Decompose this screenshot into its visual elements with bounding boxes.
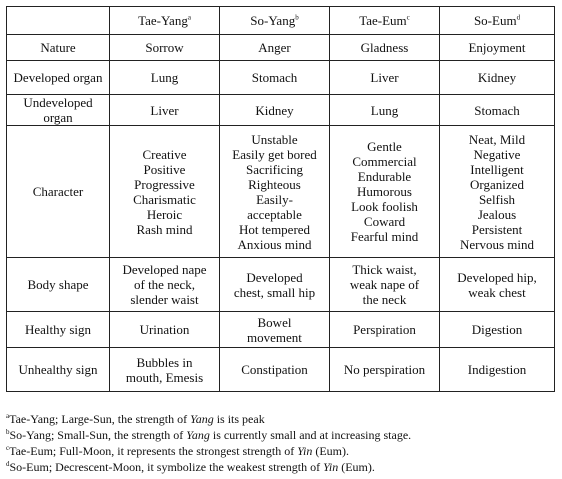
cell-line: Organized: [470, 176, 524, 192]
row-label: [7, 95, 110, 126]
cell-line: Endurable: [357, 169, 412, 184]
header-tae-yang: [110, 7, 220, 35]
cell-tae-eum: [330, 61, 440, 95]
cell-line: Easily get bored: [232, 146, 317, 162]
row-label-text: Healthy sign: [24, 322, 92, 337]
footnote-text: is currently small and at increasing stage.: [209, 428, 412, 442]
cell-so-yang: [220, 312, 330, 348]
cell-line: Humorous: [357, 184, 412, 199]
cell-line: Unstable: [251, 131, 298, 147]
cell-tae-eum: [330, 348, 440, 392]
footnote-a: [6, 411, 556, 427]
cell-line: Sacrificing: [245, 161, 304, 177]
row-label: [7, 61, 110, 95]
table-row: [7, 95, 555, 126]
cell-line: weak nape of: [349, 277, 420, 292]
header-so-yang: [220, 7, 330, 35]
footnotes: [6, 411, 556, 475]
footnote-mark: c: [406, 13, 410, 22]
cell-so-eum: [440, 61, 555, 95]
cell-line: Negative: [473, 146, 521, 162]
table-row: [7, 312, 555, 348]
cell-so-eum: [440, 348, 555, 392]
cell-line: Kidney: [477, 70, 517, 85]
cell-line: Jealous: [477, 206, 517, 222]
table-row: [7, 258, 555, 312]
cell-tae-eum: [330, 126, 440, 258]
cell-line: Liver: [370, 70, 399, 85]
row-label-text: Nature: [40, 40, 76, 55]
table-row: [7, 348, 555, 392]
header-label: Tae-Eum: [359, 13, 407, 28]
footnote-mark: b: [6, 428, 10, 436]
cell-line: Persistent: [471, 221, 523, 237]
cell-line: Look foolish: [351, 199, 418, 214]
cell-line: Stomach: [474, 102, 520, 118]
cell-line: acceptable: [247, 206, 302, 222]
cell-so-yang: [220, 35, 330, 61]
footnote-d: [6, 459, 556, 475]
cell-line: Gentle: [367, 139, 402, 154]
table-row: [7, 35, 555, 61]
footnote-mark: c: [6, 444, 10, 452]
footnote-mark: a: [6, 412, 10, 420]
cell-tae-yang: [110, 35, 220, 61]
cell-line: Heroic: [146, 206, 183, 222]
cell-line: chest, small hip: [233, 284, 316, 300]
cell-line: Developed hip,: [457, 269, 537, 285]
header-so-eum: [440, 7, 555, 35]
cell-line: of the neck,: [133, 277, 195, 292]
cell-line: Gladness: [360, 40, 409, 55]
cell-tae-yang: [110, 95, 220, 126]
footnote-mark: a: [187, 13, 191, 22]
footnote-text: Tae-Yang; Large-Sun, the strength of: [9, 412, 191, 426]
cell-line: Coward: [363, 214, 406, 229]
cell-tae-eum: [330, 35, 440, 61]
cell-line: Progressive: [134, 176, 195, 192]
row-label-text: Undeveloped organ: [23, 95, 93, 125]
cell-tae-yang: [110, 258, 220, 312]
cell-so-eum: [440, 95, 555, 126]
cell-tae-eum: [330, 312, 440, 348]
cell-line: slender waist: [130, 292, 199, 307]
cell-line: Positive: [143, 161, 186, 177]
footnote-text: (Eum).: [312, 444, 349, 458]
row-label-text: Character: [32, 184, 84, 199]
cell-line: Indigestion: [467, 362, 527, 377]
cell-line: Righteous: [248, 176, 301, 192]
constitution-table-container: [6, 6, 554, 392]
cell-tae-eum: [330, 258, 440, 312]
cell-line: Fearful mind: [350, 229, 419, 244]
cell-so-yang: [220, 61, 330, 95]
header-corner: [7, 7, 110, 35]
footnote-text: is its peak: [213, 412, 265, 426]
cell-line: Nervous mind: [459, 236, 535, 252]
footnote-b: [6, 427, 556, 443]
cell-line: Neat, Mild: [468, 131, 526, 147]
header-label: So-Yang: [250, 13, 296, 28]
cell-line: Anger: [258, 40, 291, 55]
cell-line: Thick waist,: [352, 262, 417, 277]
cell-so-eum: [440, 126, 555, 258]
cell-so-yang: [220, 258, 330, 312]
header-tae-eum: [330, 7, 440, 35]
footnote-text: Tae-Eum; Full-Moon, it represents the strongest strength of: [9, 444, 298, 458]
cell-line: mouth, Emesis: [125, 369, 204, 385]
cell-line: weak chest: [468, 284, 526, 300]
table-row: [7, 61, 555, 95]
cell-line: Easily-: [256, 191, 293, 207]
cell-line: the neck: [362, 292, 407, 307]
header-label: Tae-Yang: [138, 13, 188, 28]
constitution-table: [6, 6, 555, 392]
cell-line: Kidney: [255, 102, 294, 118]
footnote-emphasis: Yin: [323, 460, 339, 474]
cell-line: Perspiration: [353, 322, 416, 337]
cell-line: No perspiration: [343, 362, 426, 377]
footnote-mark: b: [295, 13, 299, 22]
cell-line: Lung: [150, 70, 179, 85]
header-label: So-Eum: [473, 13, 517, 28]
row-label: [7, 126, 110, 258]
footnote-text: So-Eum; Decrescent-Moon, it symbolize the weakest strength of: [9, 460, 324, 474]
cell-line: Sorrow: [145, 40, 184, 55]
cell-line: Charismatic: [133, 191, 196, 207]
cell-line: Rash mind: [136, 221, 193, 237]
cell-tae-yang: [110, 312, 220, 348]
row-label: [7, 312, 110, 348]
cell-line: Commercial: [352, 154, 417, 169]
header-row: [7, 7, 555, 35]
footnote-emphasis: Yin: [297, 444, 313, 458]
cell-line: Creative: [142, 146, 187, 162]
cell-line: Enjoyment: [468, 40, 526, 55]
footnote-emphasis: Yang: [186, 428, 210, 442]
cell-line: Constipation: [241, 362, 308, 377]
table-row: [7, 126, 555, 258]
cell-so-eum: [440, 35, 555, 61]
cell-line: Bowel: [257, 314, 292, 330]
cell-line: Hot tempered: [238, 221, 311, 237]
row-label-text: Developed organ: [13, 70, 103, 85]
footnote-text: So-Yang; Small-Sun, the strength of: [9, 428, 187, 442]
footnote-mark: d: [6, 460, 10, 468]
cell-tae-yang: [110, 348, 220, 392]
footnote-text: (Eum).: [338, 460, 375, 474]
footnote-mark: d: [516, 13, 521, 22]
footnote-c: [6, 443, 556, 459]
cell-line: Selfish: [478, 191, 516, 207]
row-label: [7, 35, 110, 61]
cell-line: Developed nape: [122, 262, 207, 277]
row-label: [7, 348, 110, 392]
cell-line: Bubbles in: [136, 354, 193, 370]
cell-line: Urination: [139, 322, 190, 337]
cell-tae-yang: [110, 126, 220, 258]
cell-line: Lung: [370, 102, 399, 118]
cell-tae-yang: [110, 61, 220, 95]
row-label-text: Unhealthy sign: [18, 362, 98, 377]
cell-line: Developed: [246, 269, 303, 285]
cell-line: Intelligent: [470, 161, 524, 177]
cell-line: Digestion: [471, 322, 523, 337]
cell-so-eum: [440, 258, 555, 312]
cell-line: movement: [247, 329, 302, 345]
cell-so-yang: [220, 95, 330, 126]
cell-line: Liver: [150, 102, 179, 118]
row-label-text: Body shape: [27, 277, 89, 292]
cell-line: Stomach: [251, 70, 298, 85]
cell-so-yang: [220, 126, 330, 258]
footnote-emphasis: Yang: [190, 412, 214, 426]
cell-so-eum: [440, 312, 555, 348]
cell-tae-eum: [330, 95, 440, 126]
row-label: [7, 258, 110, 312]
cell-line: Anxious mind: [237, 236, 312, 252]
cell-so-yang: [220, 348, 330, 392]
